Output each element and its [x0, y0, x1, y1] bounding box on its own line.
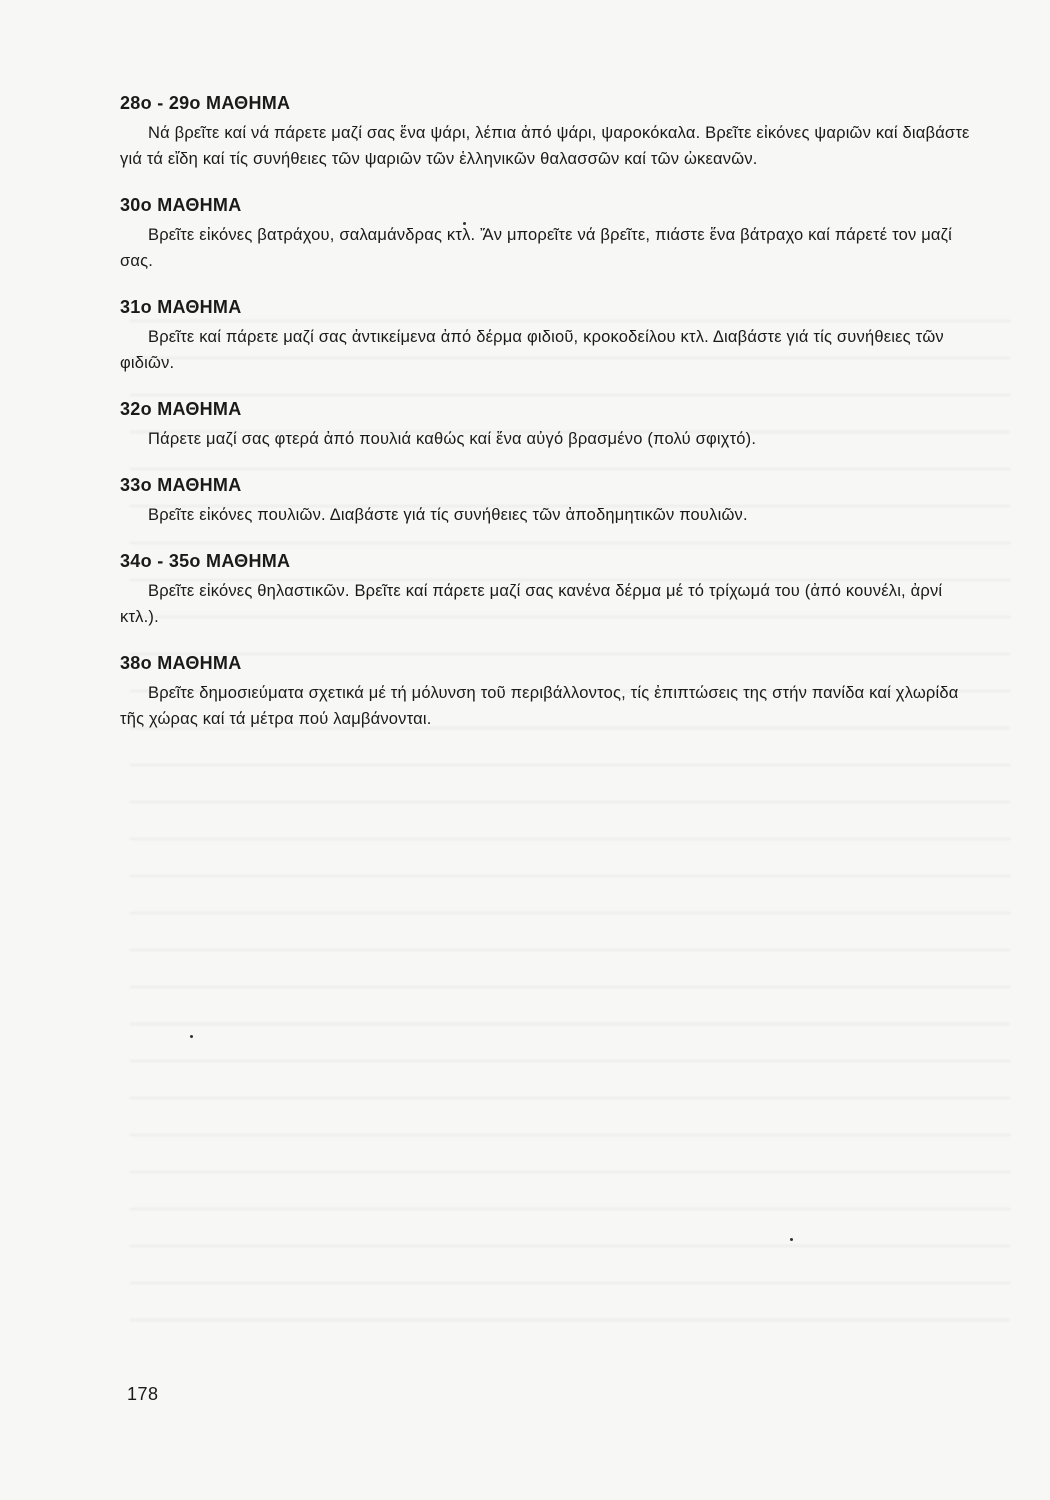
lesson-32 [120, 398, 980, 452]
lesson-list [120, 92, 980, 754]
lesson-heading: 31ο ΜΑΘΗΜΑ [120, 297, 242, 317]
lesson-instructions: Πάρετε μαζί σας φτερά ἀπό πουλιά καθώς καί ἕνα αὐγό βρασμένο (πολύ σφιχτό). [148, 430, 757, 448]
lesson-instructions: Βρεῖτε καί πάρετε μαζί σας ἀντικείμενα ἀπό δέρμα φιδιοῦ, κροκοδείλου κτλ. Διαβάστε γιά τίς συνήθειες τῶν φιδιῶν. [120, 328, 944, 372]
ink-speck [463, 222, 466, 225]
lesson-instructions: Βρεῖτε εἰκόνες βατράχου, σαλαμάνδρας κτλ. Ἄν μπορεῖτε νά βρεῖτε, πιάστε ἕνα βάτραχο καί πάρετέ τον μαζί σας. [120, 226, 952, 270]
lesson-heading: 34ο - 35ο ΜΑΘΗΜΑ [120, 551, 291, 571]
lesson-heading: 33ο ΜΑΘΗΜΑ [120, 475, 242, 495]
ink-speck [790, 1238, 793, 1241]
lesson-instructions: Βρεῖτε εἰκόνες πουλιῶν. Διαβάστε γιά τίς συνήθειες τῶν ἀποδημητικῶν πουλιῶν. [148, 506, 748, 524]
lesson-38 [120, 652, 980, 732]
lesson-heading: 30ο ΜΑΘΗΜΑ [120, 195, 242, 215]
lesson-31 [120, 296, 980, 376]
lesson-heading: 28ο - 29ο ΜΑΘΗΜΑ [120, 93, 291, 113]
lesson-instructions: Βρεῖτε εἰκόνες θηλαστικῶν. Βρεῖτε καί πάρετε μαζί σας κανένα δέρμα μέ τό τρίχωμά του (ἀπό κουνέλι, ἀρνί κτλ.). [120, 582, 943, 626]
lesson-30 [120, 194, 980, 274]
lesson-instructions: Βρεῖτε δημοσιεύματα σχετικά μέ τή μόλυνση τοῦ περιβάλλοντος, τίς ἐπιπτώσεις της στήν πανίδα καί χλωρίδα τῆς χώρας καί τά μέτρα πού λαμβάνονται. [120, 684, 959, 728]
lesson-heading: 32ο ΜΑΘΗΜΑ [120, 399, 242, 419]
lesson-34-35 [120, 550, 980, 630]
lesson-heading: 38ο ΜΑΘΗΜΑ [120, 653, 242, 673]
page-number: 178 [127, 1384, 159, 1404]
lesson-28-29 [120, 92, 980, 172]
ink-speck [190, 1035, 193, 1038]
lesson-33 [120, 474, 980, 528]
lesson-instructions: Νά βρεῖτε καί νά πάρετε μαζί σας ἕνα ψάρι, λέπια ἀπό ψάρι, ψαροκόκαλα. Βρεῖτε εἰκόνες ψαριῶν καί διαβάστε γιά τά εἴδη καί τίς συνήθειες τῶν ψαριῶν τῶν ἑλληνικῶν θαλασσῶν καί τῶν ὠκεανῶν. [120, 124, 970, 168]
